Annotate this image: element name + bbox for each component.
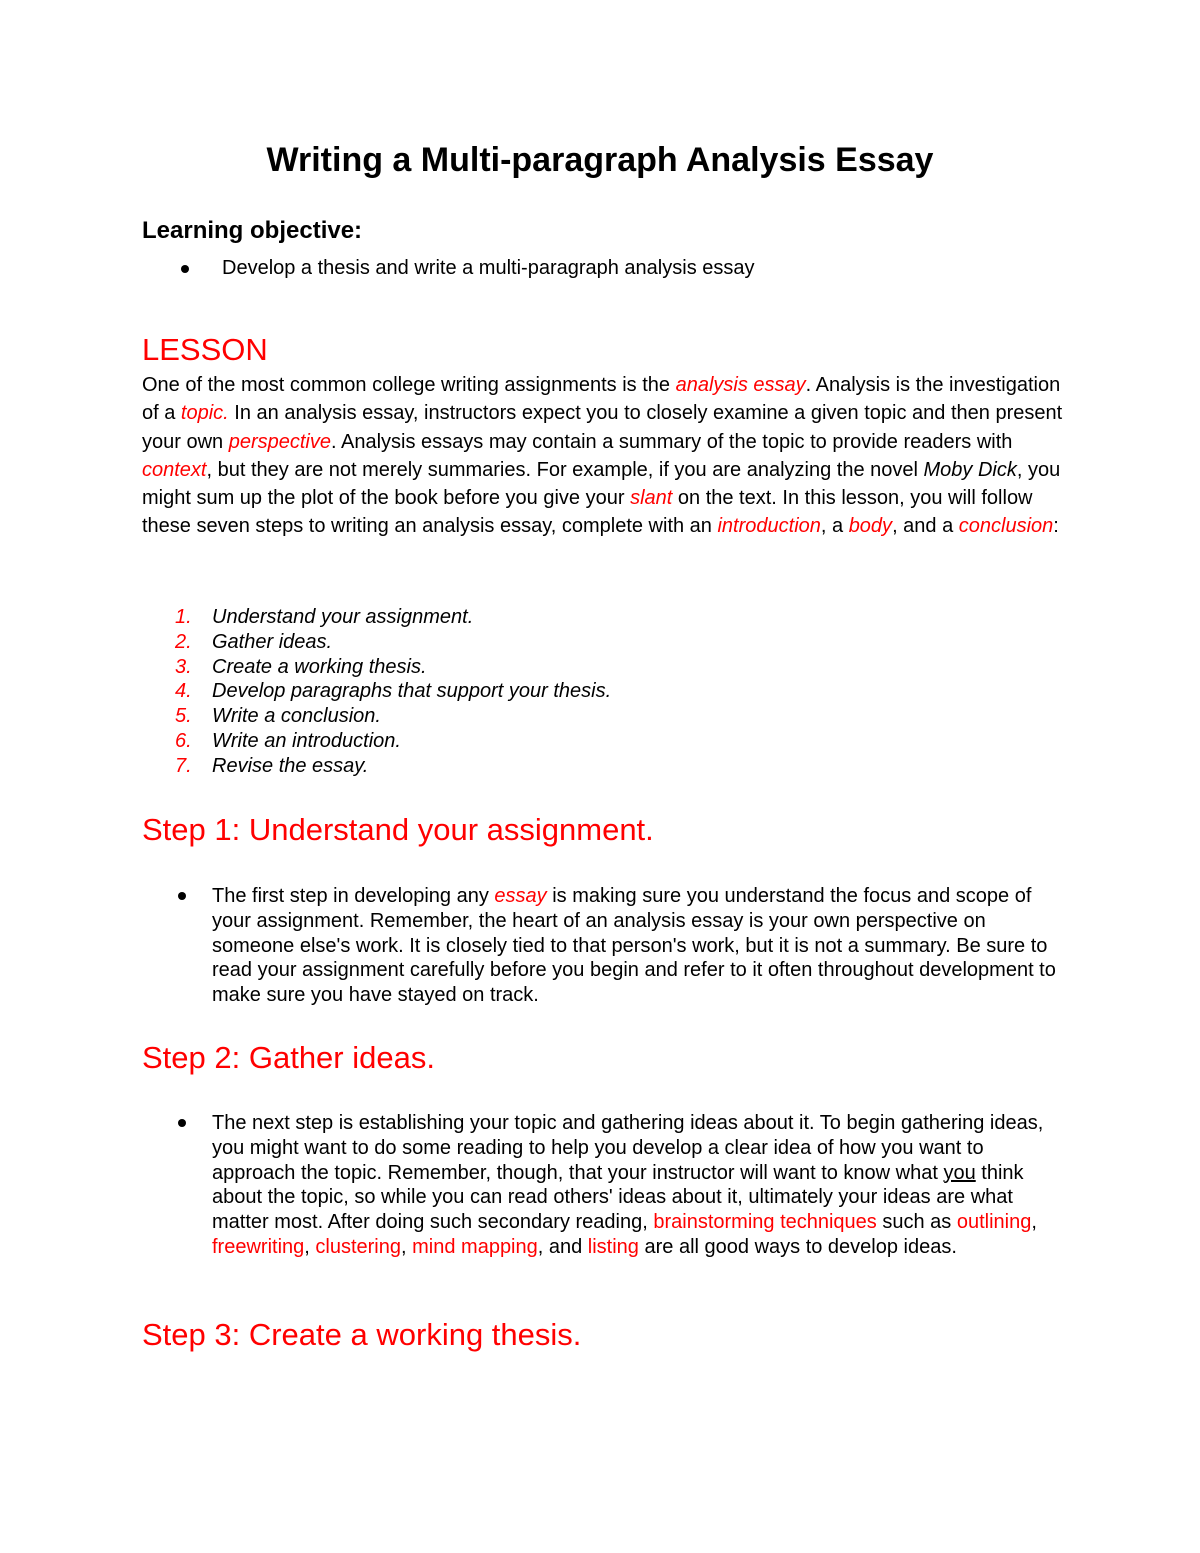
book-title: Moby Dick	[923, 458, 1017, 481]
list-item	[142, 655, 611, 680]
step-text: Revise the essay.	[212, 754, 369, 777]
step-text: Develop paragraphs that support your thesis.	[212, 680, 612, 703]
lesson-heading: LESSON	[142, 332, 268, 367]
steps-list	[142, 605, 611, 779]
lesson-text: , and a	[892, 515, 959, 538]
bullet-icon	[178, 892, 186, 900]
step2-text: The next step is establishing your topic and gathering ideas about it. To begin gathering ideas, you might want to do some reading to help you develop a clear idea of how you want to approach the topic. Remember, though, that your instructor will want to know what	[212, 1112, 1044, 1184]
step3-heading: Step 3: Create a working thesis.	[142, 1317, 582, 1352]
step-text: Write a conclusion.	[212, 705, 381, 728]
step2-text: ,	[401, 1235, 413, 1258]
step-text: Create a working thesis.	[212, 655, 427, 678]
step2-text: are all good ways to develop ideas.	[638, 1235, 957, 1258]
keyword-link[interactable]: essay	[494, 885, 547, 907]
lesson-text: :	[1053, 515, 1059, 538]
keyword-link[interactable]: clustering	[315, 1235, 401, 1258]
step2-text: such as	[876, 1211, 957, 1234]
keyword-link[interactable]: listing	[587, 1235, 639, 1258]
step-number: 6.	[175, 729, 192, 752]
keyword-link[interactable]: introduction	[717, 515, 821, 538]
list-item	[142, 704, 611, 729]
keyword-link[interactable]: topic.	[180, 402, 229, 425]
step-text: Write an introduction.	[212, 729, 401, 752]
step2-text: ,	[304, 1235, 316, 1258]
lesson-text: , but they are not merely summaries. For example, if you are analyzing the novel	[206, 458, 924, 481]
step1-heading: Step 1: Understand your assignment.	[142, 812, 654, 847]
lesson-text: . Analysis is the investigation of a	[142, 374, 1061, 425]
bullet-icon	[178, 1119, 186, 1127]
keyword-link[interactable]: freewriting	[212, 1235, 305, 1258]
step-number: 3.	[175, 655, 192, 678]
keyword-link[interactable]: conclusion	[958, 515, 1054, 538]
list-item	[142, 630, 611, 655]
lesson-text: . Analysis essays may contain a summary of the topic to provide readers with	[331, 430, 1013, 453]
lesson-text: on the text. In this lesson, you will follow these seven steps to writing an analysis essay, complete with an	[142, 487, 1033, 538]
keyword-link[interactable]: outlining	[956, 1211, 1032, 1234]
step2-bullets	[142, 1111, 1062, 1260]
list-item	[142, 679, 611, 704]
step2-text: ,	[1031, 1211, 1037, 1234]
lesson-text: , you might sum up the plot of the book before you give your	[142, 458, 1061, 510]
step-number: 7.	[175, 754, 192, 777]
step-number: 1.	[175, 606, 192, 628]
step-number: 5.	[175, 705, 192, 728]
step-number: 2.	[175, 630, 192, 653]
keyword-link[interactable]: mind mapping	[412, 1235, 538, 1258]
lesson-text: , a	[820, 515, 849, 538]
lesson-text: One of the most common college writing assignments is the	[142, 374, 676, 396]
learning-objective-list	[142, 255, 1062, 282]
list-item	[142, 884, 1062, 1008]
list-item	[142, 754, 611, 779]
keyword-link[interactable]: slant	[630, 487, 673, 510]
learning-objective-heading: Learning objective:	[142, 217, 363, 244]
bullet-icon	[181, 265, 189, 273]
list-item	[142, 255, 1062, 282]
keyword-link[interactable]: analysis essay	[675, 374, 806, 396]
keyword-link[interactable]: brainstorming techniques	[653, 1211, 877, 1234]
step1-text: is making sure you understand the focus and scope of your assignment. Remember, the heart of an analysis essay is your own perspective on someone else's work. It is closely tied to that person's work, but it is not a summary. Be sure to read your assignment carefully before you begin and refer to it often throughout development to make sure you have stayed on track.	[212, 885, 1056, 1007]
keyword-link[interactable]: context	[142, 458, 207, 481]
step-text: Understand your assignment.	[212, 606, 474, 628]
keyword-link[interactable]: perspective	[228, 430, 331, 453]
emphasis-you: you	[943, 1161, 976, 1184]
step1-bullets	[142, 884, 1062, 1008]
step1-text: The first step in developing any	[212, 885, 495, 907]
keyword-link[interactable]: body	[848, 515, 893, 538]
list-item	[142, 1111, 1062, 1260]
lesson-text: In an analysis essay, instructors expect you to closely examine a given topic and then present your own	[142, 402, 1063, 453]
step-text: Gather ideas.	[212, 630, 333, 653]
list-item	[142, 605, 611, 630]
step2-heading: Step 2: Gather ideas.	[142, 1040, 435, 1075]
step2-text: think about the topic, so while you can read others' ideas about it, ultimately your ideas are what matter most. After doing such secondary reading,	[212, 1161, 1024, 1234]
step-number: 4.	[175, 680, 192, 703]
list-item	[142, 729, 611, 754]
document-title: Writing a Multi-paragraph Analysis Essay	[266, 141, 934, 179]
lesson-paragraph	[142, 371, 1072, 541]
learning-objective-text: Develop a thesis and write a multi-paragraph analysis essay	[222, 257, 755, 279]
step2-text: , and	[537, 1235, 588, 1258]
